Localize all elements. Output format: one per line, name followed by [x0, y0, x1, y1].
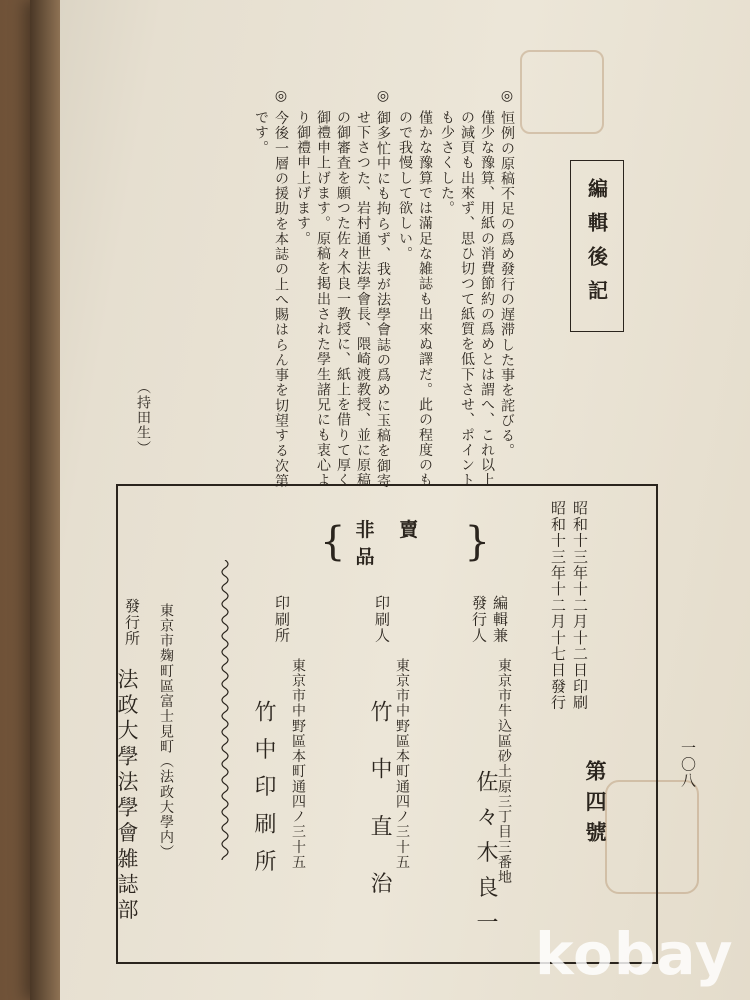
paper-stain — [520, 50, 604, 134]
not-for-sale-label: 非賣品 — [355, 519, 443, 568]
editorial-line: ◎ 御多忙中にも拘らず、我が法學會誌の爲めに玉稿を御寄 — [375, 88, 391, 489]
editorial-line: ◎ 恒例の原稿不足の爲め發行の遅滞した事を詫びる。 — [499, 88, 515, 459]
publisher-address: 東京市麹町區富士見町（法政大學内） — [158, 603, 174, 861]
printer-label: 印刷人 — [373, 595, 391, 644]
wavy-divider — [218, 560, 232, 860]
print-shop-name: 竹中印刷所 — [251, 700, 276, 887]
editorial-line: も少さくした。 — [439, 110, 455, 216]
printer-name: 竹中直治 — [367, 700, 392, 929]
publisher-label: 發行所 — [123, 598, 141, 647]
editorial-line: の減頁も出來ず、思ひ切つて紙質を低下させ、ポイント — [459, 110, 475, 488]
print-shop-address: 東京市中野區本町通四ノ三十五 — [290, 658, 306, 870]
editorial-line: 僅少な豫算、用紙の消費節約の爲めとは謂へ、これ以上 — [479, 110, 495, 488]
editorial-title: 編輯後記 — [584, 178, 609, 314]
page-number: 一〇八 — [679, 740, 697, 789]
editorial-title-box — [570, 160, 624, 332]
brace-left-icon: { — [320, 519, 346, 565]
book-page — [30, 0, 750, 1000]
editor-address: 東京市牛込區砂土原三丁目三番地 — [496, 658, 512, 885]
issued-date: 昭和十三年十二月十七日發行 — [549, 500, 567, 711]
not-for-sale-banner — [320, 516, 490, 568]
printer-address: 東京市中野區本町通四ノ三十五 — [394, 658, 410, 870]
editor-name: 佐々木良一 — [473, 770, 498, 946]
editor-label: 編輯兼發行人 — [470, 595, 509, 644]
printed-date: 昭和十三年十二月十二日印刷 — [571, 500, 589, 711]
publisher-name: 法政大學法學會雑誌部 — [115, 668, 139, 925]
editorial-signature: （持田生） — [135, 380, 151, 456]
editorial-line: です。 — [253, 110, 269, 156]
page-gutter — [30, 0, 60, 1000]
kobay-watermark: kobay — [535, 920, 734, 988]
editorial-line: ので我慢して欲しい。 — [397, 110, 413, 262]
brace-right-icon: } — [464, 519, 490, 565]
editorial-line: の御審査を願つた佐々木良一教授に、紙上を借りて厚く — [335, 110, 351, 488]
editorial-line: せ下さつた、岩村通世法學會長、隈崎渡教授、並に原稿 — [355, 110, 371, 488]
editorial-line: ◎ 今後一層の援助を本誌の上へ賜はらん事を切望する次第 — [273, 88, 289, 489]
issue-number: 第四號 — [583, 760, 608, 852]
print-shop-label: 印刷所 — [273, 595, 291, 644]
editorial-line: り御禮申上げます。 — [295, 110, 311, 247]
editorial-line: 僅かな豫算では滿足な雑誌も出來ぬ譯だ。此の程度のも — [417, 110, 433, 488]
editorial-line: 御禮申上げます。原稿を掲出された學生諸兄にも衷心よ — [315, 110, 331, 488]
